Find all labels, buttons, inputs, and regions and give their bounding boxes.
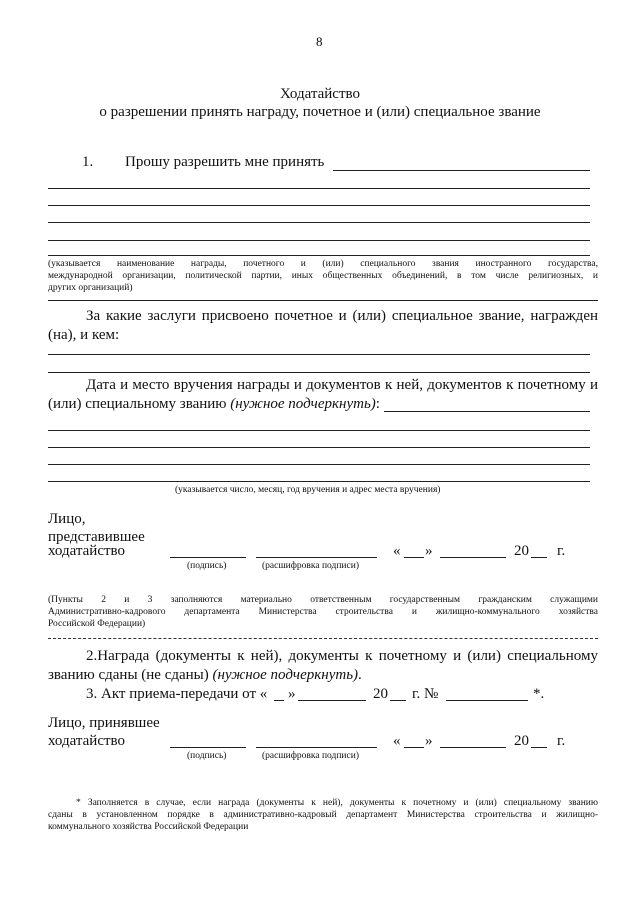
- merits-line-1: За какие заслуги присвоено почетное и (или) специальное звание, награжден: [86, 308, 598, 324]
- document-title: Ходатайство: [280, 86, 360, 102]
- delivery-line-2: (или) специальному званию (нужное подчеркнуть):: [48, 396, 380, 412]
- fill-note-1: (Пункты 2 и 3 заполняются материально ответственным государственным гражданским служащими: [48, 595, 598, 605]
- act-month-field[interactable]: [298, 700, 366, 701]
- signer1-date-open: «: [393, 543, 401, 559]
- dashed-separator: [48, 638, 598, 639]
- section3-asterisk: *.: [533, 686, 545, 702]
- signer2-signature-caption: (подпись): [187, 751, 227, 761]
- signer1-year-prefix: 20: [514, 543, 529, 559]
- signer1-label-3: ходатайство: [48, 543, 126, 559]
- section2-line-1: 2.Награда (документы к ней), документы к почетному и (или) специальному: [86, 648, 598, 664]
- signer2-year-suffix: г.: [557, 733, 566, 749]
- signer2-day-field[interactable]: [404, 747, 424, 748]
- section1-note-1: (указывается наименование награды, почетного и (или) специального звания иностранного государства,: [48, 259, 598, 269]
- signer1-signature-field[interactable]: [170, 557, 246, 558]
- award-name-line-6[interactable]: [48, 255, 590, 256]
- award-name-line-5[interactable]: [48, 240, 590, 241]
- signer2-decoding-caption: (расшифровка подписи): [262, 751, 359, 761]
- merits-field-1[interactable]: [48, 354, 590, 355]
- signer2-year-field[interactable]: [531, 747, 547, 748]
- signer2-decoding-field[interactable]: [256, 747, 377, 748]
- signer2-label-1: Лицо, принявшее: [48, 715, 160, 731]
- separator-line: [48, 300, 598, 301]
- act-day-field[interactable]: [274, 700, 284, 701]
- signer1-label-1: Лицо,: [48, 511, 86, 527]
- signer1-decoding-caption: (расшифровка подписи): [262, 561, 359, 571]
- signer1-decoding-field[interactable]: [256, 557, 377, 558]
- signer1-year-field[interactable]: [531, 557, 547, 558]
- footnote-3: коммунального хозяйства Российской Федерации: [48, 822, 249, 832]
- section1-text: Прошу разрешить мне принять: [125, 154, 325, 170]
- signer1-label-2: представившее: [48, 529, 145, 545]
- signer2-year-prefix: 20: [514, 733, 529, 749]
- delivery-field-4[interactable]: [48, 464, 590, 465]
- signer1-month-field[interactable]: [440, 557, 506, 558]
- signer2-date-close: »: [425, 733, 433, 749]
- footnote-1: * Заполняется в случае, если награда (документы к ней), документы к почетному и (или) специальному званию: [76, 798, 598, 808]
- act-number-field[interactable]: [446, 700, 528, 701]
- section1-number: 1.: [82, 154, 94, 170]
- delivery-line-1: Дата и место вручения награды и документов к ней, документов к почетному и: [86, 377, 598, 393]
- section1-note-2: международной организации, политической партии, иных общественных объединений, в том числе религиозных, и: [48, 271, 598, 281]
- section3-year-suffix: г. №: [412, 686, 439, 702]
- signer2-month-field[interactable]: [440, 747, 506, 748]
- signer2-label-2: ходатайство: [48, 733, 126, 749]
- document-subtitle: о разрешении принять награду, почетное и (или) специальное звание: [99, 104, 541, 120]
- delivery-field-1[interactable]: [384, 411, 590, 412]
- award-name-line-4[interactable]: [48, 222, 590, 223]
- section3-quote-close: »: [288, 686, 296, 702]
- footnote-2: сданы в установленном порядке в административно-кадровый департамент Министерства строительства и жилищно-: [48, 810, 598, 820]
- delivery-field-2[interactable]: [48, 430, 590, 431]
- merits-line-2: (на), и кем:: [48, 327, 120, 343]
- section3-text: 3. Акт приема-передачи от «: [86, 686, 268, 702]
- signer1-day-field[interactable]: [404, 557, 424, 558]
- signer1-year-suffix: г.: [557, 543, 566, 559]
- delivery-field-3[interactable]: [48, 447, 590, 448]
- signer2-date-open: «: [393, 733, 401, 749]
- act-year-field[interactable]: [390, 700, 406, 701]
- award-name-line-2[interactable]: [48, 188, 590, 189]
- signer1-signature-caption: (подпись): [187, 561, 227, 571]
- section2-line-2: званию сданы (не сданы) (нужное подчеркнуть).: [48, 667, 362, 683]
- award-name-line-3[interactable]: [48, 205, 590, 206]
- merits-field-2[interactable]: [48, 372, 590, 373]
- delivery-note: (указывается число, месяц, год вручения и адрес места вручения): [175, 485, 441, 495]
- section3-year-prefix: 20: [373, 686, 388, 702]
- fill-note-3: Российской Федерации): [48, 619, 146, 629]
- section1-note-3: других организаций): [48, 283, 133, 293]
- fill-note-2: Административно-кадрового департамента Министерства строительства и жилищно-коммунального хозяйства: [48, 607, 598, 617]
- delivery-field-5[interactable]: [48, 481, 590, 482]
- signer2-signature-field[interactable]: [170, 747, 246, 748]
- page-number: 8: [316, 34, 323, 49]
- award-name-field[interactable]: [333, 170, 590, 171]
- signer1-date-close: »: [425, 543, 433, 559]
